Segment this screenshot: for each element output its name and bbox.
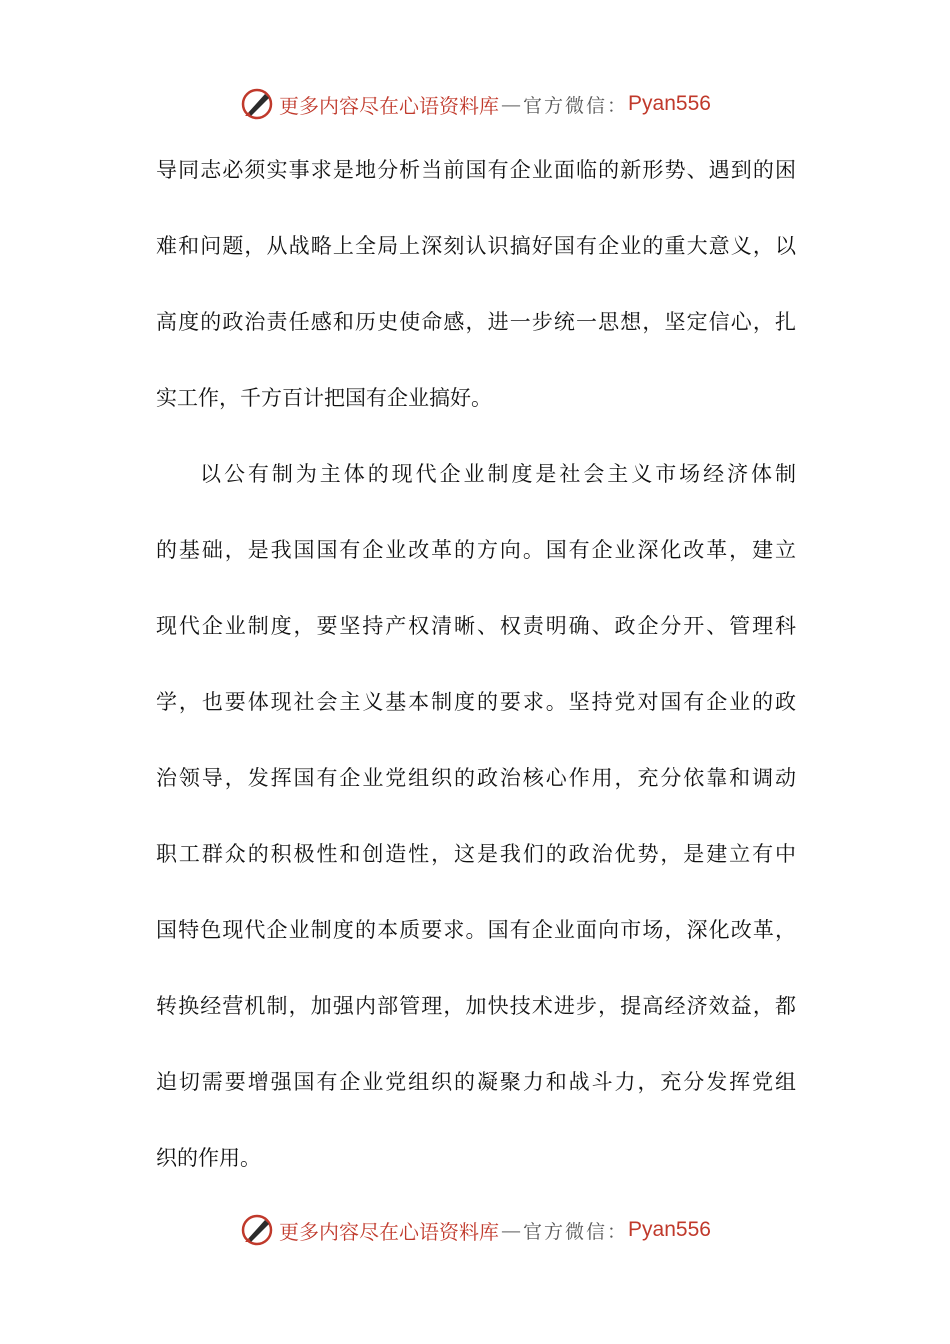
banner-lead-text: 更多内容尽在心语资料库 (279, 1219, 500, 1244)
text-line: 国特色现代企业制度的本质要求。国有企业面向市场，深化改革， (156, 918, 796, 942)
text-line: 导同志必须实事求是地分析当前国有企业面临的新形势、遇到的困 (156, 158, 796, 182)
banner-dash: — (501, 1218, 522, 1242)
paragraph-1 (156, 132, 796, 436)
paragraph-2 (156, 436, 796, 1196)
banner-wechat-label: 官方微信： (523, 1220, 629, 1243)
text-line: 实工作，千方百计把国有企业搞好。 (156, 386, 492, 410)
text-line: 以公有制为主体的现代企业制度是社会主义市场经济体制 (200, 462, 796, 486)
text-line: 织的作用。 (156, 1146, 261, 1170)
document-body (156, 132, 796, 1196)
text-line: 职工群众的积极性和创造性，这是我们的政治优势，是建立有中 (156, 842, 796, 866)
text-line: 转换经营机制，加强内部管理，加快技术进步，提高经济效益，都 (156, 994, 796, 1018)
text-line: 高度的政治责任感和历史使命感，进一步统一思想，坚定信心，扎 (156, 310, 796, 334)
text-line: 迫切需要增强国有企业党组织的凝聚力和战斗力，充分发挥党组 (156, 1070, 796, 1094)
banner-lead-text: 更多内容尽在心语资料库 (279, 93, 500, 118)
banner-wechat-label: 官方微信： (523, 94, 629, 117)
text-line: 治领导，发挥国有企业党组织的政治核心作用，充分依靠和调动 (156, 766, 796, 790)
text-line: 的基础，是我国国有企业改革的方向。国有企业深化改革，建立 (156, 538, 796, 562)
text-line: 现代企业制度，要坚持产权清晰、权责明确、政企分开、管理科 (156, 614, 796, 638)
banner-dash: — (501, 92, 522, 116)
footer-banner (0, 1208, 950, 1252)
pen-logo-icon (239, 1212, 275, 1248)
text-line: 难和问题，从战略上全局上深刻认识搞好国有企业的重大意义，以 (156, 234, 796, 258)
banner-wechat-id: Pyan556 (628, 1218, 711, 1241)
text-line: 学，也要体现社会主义基本制度的要求。坚持党对国有企业的政 (156, 690, 796, 714)
header-banner (0, 82, 950, 126)
banner-wechat-id: Pyan556 (628, 92, 711, 115)
pen-logo-icon (239, 86, 275, 122)
